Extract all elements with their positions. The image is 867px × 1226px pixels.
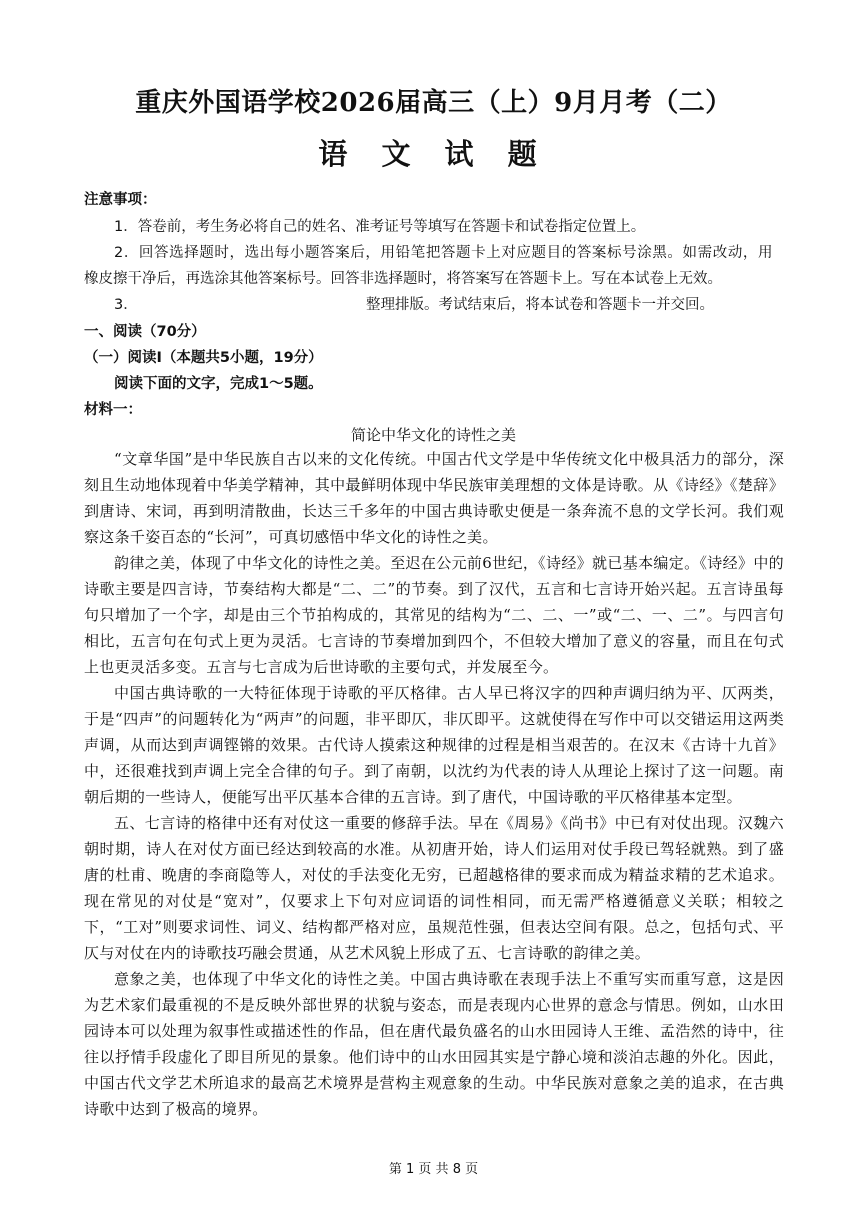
notice-item-3-text: 整理排版。考试结束后，将本试卷和答题卡一并交回。 bbox=[366, 297, 714, 313]
notice-item-2-line-2: 橡皮擦干净后，再选涂其他答案标号。回答非选择题时，将答案写在答题卡上。写在本试卷上无效。 bbox=[84, 271, 722, 287]
subsection-heading: （一）阅读Ⅰ（本题共5小题，19分） bbox=[84, 350, 323, 366]
article-paragraph: 中国古典诗歌的一大特征体现于诗歌的平仄格律。古人早已将汉字的四种声调归纳为平、仄两类，于是“四声”的问题转化为“两声”的问题，非平即仄，非仄即平。这就使得在写作中可以交错运用这两类声调，从而达到声调铿锵的效果。古代诗人摸索这种规律的过程是相当艰苦的。在汉末《古诗十九首》中，还很难找到声调上完全合律的句子。到了南朝，以沈约为代表的诗人从理论上探讨了这一问题。南朝后期的一些诗人，便能写出平仄基本合律的五言诗。到了唐代，中国诗歌的平仄格律基本定型。 bbox=[84, 684, 784, 806]
page-number: 第 1 页 共 8 页 bbox=[388, 1162, 479, 1177]
notice-item-1: 1．答卷前，考生务必将自己的姓名、准考证号等填写在答题卡和试卷指定位置上。 bbox=[114, 219, 646, 235]
notice-item-2-line-1: 2．回答选择题时，选出每小题答案后，用铅笔把答题卡上对应题目的答案标号涂黑。如需改动，用 bbox=[114, 245, 774, 261]
notice-item-3-number: 3． bbox=[114, 297, 138, 313]
article-paragraph: “文章华国”是中华民族自古以来的文化传统。中国古代文学是中华传统文化中极具活力的部分，深刻且生动地体现着中华美学精神，其中最鲜明体现中华民族审美理想的文体是诗歌。从《诗经》《楚辞》到唐诗、宋词，再到明清散曲，长达三千多年的中国古典诗歌史便是一条奔流不息的文学长河。我们观察这条千姿百态的“长河”，可真切感悟中华文化的诗性之美。 bbox=[84, 450, 784, 546]
section-heading-reading: 一、阅读（70分） bbox=[84, 324, 206, 340]
article-title: 简论中华文化的诗性之美 bbox=[350, 426, 516, 444]
material-label: 材料一： bbox=[84, 402, 142, 418]
reading-instruction: 阅读下面的文字，完成1～5题。 bbox=[114, 376, 323, 392]
subject-title: 语 文 试 题 bbox=[318, 137, 549, 171]
article-paragraph: 韵律之美，体现了中华文化的诗性之美。至迟在公元前6世纪，《诗经》就已基本编定。《诗经》中的诗歌主要是四言诗，节奏结构大都是“二、二”的节奏。到了汉代，五言和七言诗开始兴起。五言诗虽每句只增加了一个字，却是由三个节拍构成的，其常见的结构为“二、二、一”或“二、一、二”。与四言句相比，五言句在句式上更为灵活。七言诗的节奏增加到四个，不但较大增加了意义的容量，而且在句式上也更灵活多变。五言与七言成为后世诗歌的主要句式，并发展至今。 bbox=[84, 554, 784, 676]
article-paragraph: 意象之美，也体现了中华文化的诗性之美。中国古典诗歌在表现手法上不重写实而重写意，这是因为艺术家们最重视的不是反映外部世界的状貌与姿态，而是表现内心世界的意念与情思。例如，山水田园诗本可以处理为叙事性或描述性的作品，但在唐代最负盛名的山水田园诗人王维、孟浩然的诗中，往往以抒情手段虚化了即目所见的景象。他们诗中的山水田园其实是宁静心境和淡泊志趣的外化。因此，中国古代文学艺术所追求的最高艺术境界是营构主观意象的生动。中华民族对意象之美的追求，在古典诗歌中达到了极高的境界。 bbox=[84, 970, 784, 1118]
article-paragraph: 五、七言诗的格律中还有对仗这一重要的修辞手法。早在《周易》《尚书》中已有对仗出现。汉魏六朝时期，诗人在对仗方面已经达到较高的水准。从初唐开始，诗人们运用对仗手段已驾轻就熟。到了盛唐的杜甫、晚唐的李商隐等人，对仗的手法变化无穷，已超越格律的要求而成为精益求精的艺术追求。现在常见的对仗是“宽对”，仅要求上下句对应词语的词性相同，而无需严格遵循意义关联；相较之下，“工对”则要求词性、词义、结构都严格对应，虽规范性强，但表达空间有限。总之，包括句式、平仄与对仗在内的诗歌技巧融会贯通，从艺术风貌上形成了五、七言诗歌的韵律之美。 bbox=[84, 814, 784, 962]
article-body bbox=[84, 446, 784, 1122]
notice-heading: 注意事项： bbox=[84, 192, 157, 208]
exam-title: 重庆外国语学校2026届高三（上）9月月考（二） bbox=[135, 88, 732, 118]
